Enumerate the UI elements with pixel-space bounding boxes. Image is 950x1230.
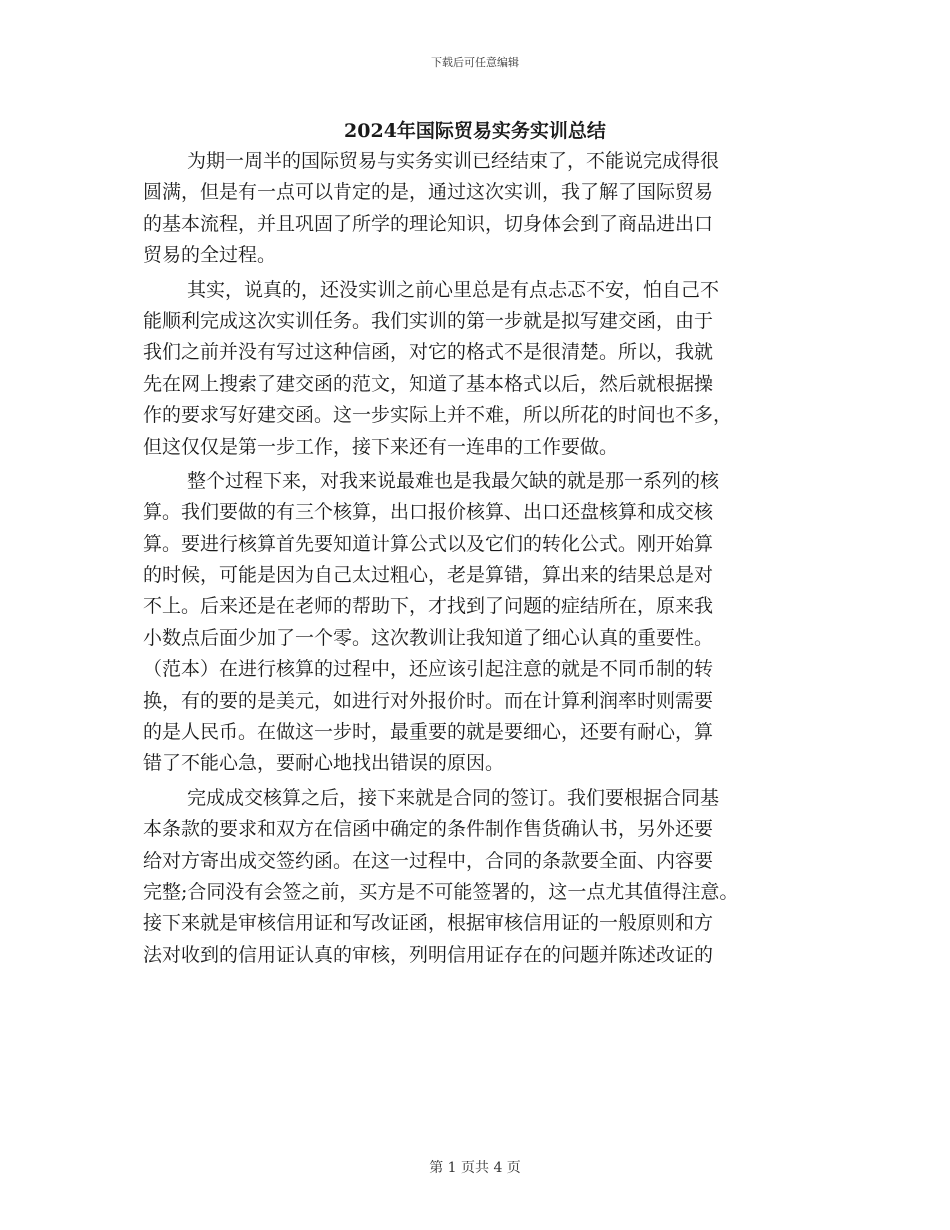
paragraph-line: 换，有的要的是美元，如进行对外报价时。而在计算利润率时则需要 xyxy=(143,689,714,712)
paragraph-line: 为期一周半的国际贸易与实务实训已经结束了，不能说完成得很 xyxy=(187,150,720,172)
paragraph-line: 不上。后来还是在老师的帮助下，才找到了问题的症结所在，原来我 xyxy=(143,595,714,618)
paragraph-line: 算。要进行核算首先要知道计算公式以及它们的转化公式。刚开始算 xyxy=(143,532,714,555)
page-header-note: 下载后可任意编辑 xyxy=(431,56,519,69)
paragraph-line: 我们之前并没有写过这种信函，对它的格式不是很清楚。所以，我就 xyxy=(143,341,714,364)
paragraph-line: 法对收到的信用证认真的审核，列明信用证存在的问题并陈述改证的 xyxy=(143,943,714,966)
paragraph-line: 能顺利完成这次实训任务。我们实训的第一步就是拟写建交函，由于 xyxy=(143,309,714,332)
paragraph-line: 完整;合同没有会签之前，买方是不可能签署的，这一点尤其值得注意。 xyxy=(143,880,739,903)
paragraph-line: 给对方寄出成交签约函。在这一过程中，合同的条款要全面、内容要 xyxy=(143,849,714,872)
paragraph-line: 整个过程下来，对我来说最难也是我最欠缺的就是那一系列的核 xyxy=(187,469,720,492)
paragraph-line: 的时候，可能是因为自己太过粗心，老是算错，算出来的结果总是对 xyxy=(143,564,714,587)
paragraph-line: 先在网上搜索了建交函的范文，知道了基本格式以后，然后就根据操 xyxy=(143,372,714,395)
paragraph-line: 作的要求写好建交函。这一步实际上并不难，所以所花的时间也不多， xyxy=(143,404,733,427)
paragraph-line: 算。我们要做的有三个核算，出口报价核算、出口还盘核算和成交核 xyxy=(143,501,714,524)
paragraph-line: 的基本流程，并且巩固了所学的理论知识，切身体会到了商品进出口 xyxy=(143,212,714,235)
paragraph-line: 其实，说真的，还没实训之前心里总是有点忐忑不安，怕自己不 xyxy=(187,278,720,301)
document-title: 2024年国际贸易实务实训总结 xyxy=(344,120,606,142)
paragraph-line: （范本）在进行核算的过程中，还应该引起注意的就是不同币制的转 xyxy=(143,658,714,681)
paragraph-line: 的是人民币。在做这一步时，最重要的就是要细心，还要有耐心，算 xyxy=(143,721,714,744)
document-body xyxy=(143,146,823,971)
paragraph-line: 小数点后面少加了一个零。这次教训让我知道了细心认真的重要性。 xyxy=(143,626,714,649)
page-number-footer: 第 1 页共 4 页 xyxy=(429,1160,521,1176)
paragraph-line: 本条款的要求和双方在信函中确定的条件制作售货确认书，另外还要 xyxy=(143,818,714,841)
paragraph-line: 但这仅仅是第一步工作，接下来还有一连串的工作要做。 xyxy=(143,435,619,458)
paragraph-line: 接下来就是审核信用证和写改证函，根据审核信用证的一般原则和方 xyxy=(143,912,714,935)
paragraph-line: 贸易的全过程。 xyxy=(143,244,277,267)
paragraph-line: 完成成交核算之后，接下来就是合同的签订。我们要根据合同基 xyxy=(187,786,720,809)
paragraph-line: 错了不能心急，要耐心地找出错误的原因。 xyxy=(143,752,505,775)
paragraph-line: 圆满，但是有一点可以肯定的是，通过这次实训，我了解了国际贸易 xyxy=(143,181,714,204)
